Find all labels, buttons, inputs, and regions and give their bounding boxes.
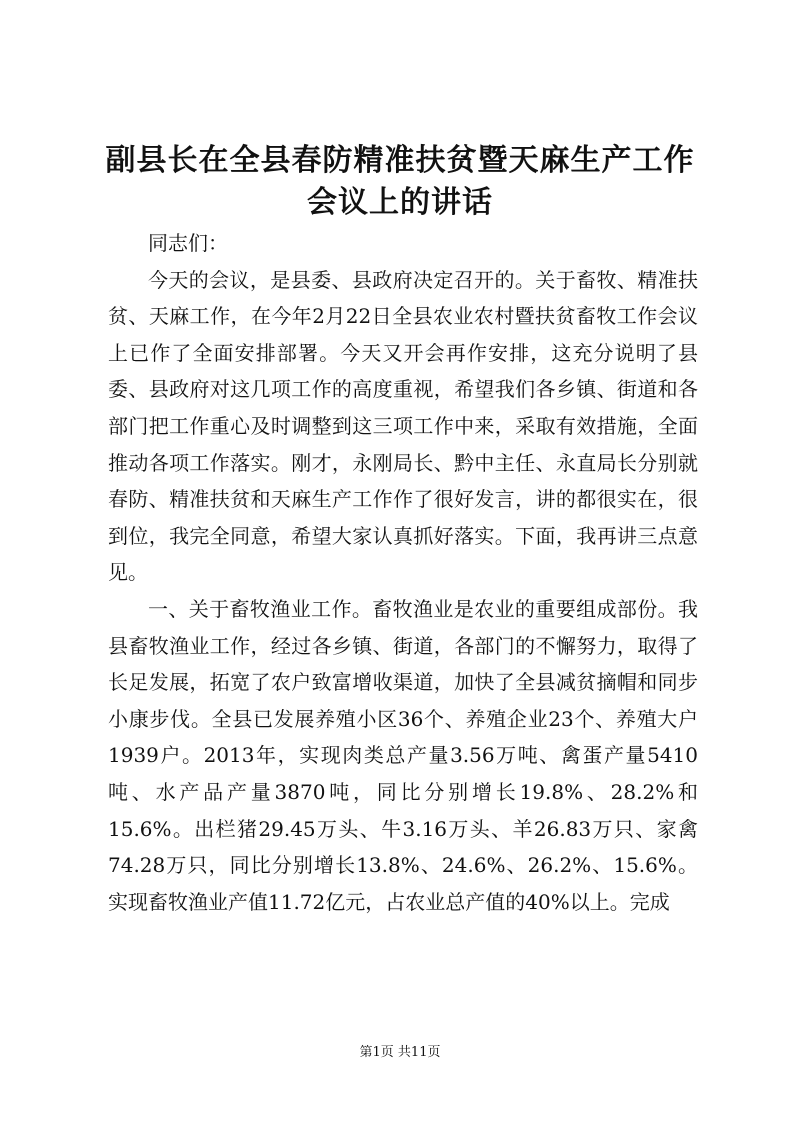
paragraph-section-one: 一、关于畜牧渔业工作。畜牧渔业是农业的重要组成部份。我县畜牧渔业工作，经过各乡镇、街道，各部门的不懈努力，取得了长足发展，拓宽了农户致富增收渠道，加快了全县减贫摘帽和同步小康步伐。全县已发展养殖小区36个、养殖企业23个、养殖大户1939户。2013年，实现肉类总产量3.56万吨、禽蛋产量5410吨、水产品产量3870吨，同比分别增长19.8%、28.2%和15.6%。出栏猪29.45万头、牛3.16万头、羊26.83万只、家禽74.28万只，同比分别增长13.8%、24.6%、26.2%、15.6%。实现畜牧渔业产值11.72亿元，占农业总产值的40%以上。完成: [108, 596, 698, 914]
salutation: 同志们：: [148, 231, 228, 255]
paragraph-intro: 今天的会议，是县委、县政府决定召开的。关于畜牧、精准扶贫、天麻工作，在今年2月22日全县农业农村暨扶贫畜牧工作会议上已作了全面安排部署。今天又开会再作安排，这充分说明了县委、县政府对这几项工作的高度重视，希望我们各乡镇、街道和各部门把工作重心及时调整到这三项工作中来，采取有效措施，全面推动各项工作落实。刚才，永刚局长、黔中主任、永直局长分别就春防、精准扶贫和天麻生产工作作了很好发言，讲的都很实在，很到位，我完全同意，希望大家认真抓好落实。下面，我再讲三点意见。: [108, 267, 698, 585]
document-body: [108, 225, 698, 920]
page-footer: 第1页 共11页: [359, 1045, 441, 1060]
document-title: 副县长在全县春防精准扶贫暨天麻生产工作会议上的讲话: [105, 143, 695, 220]
